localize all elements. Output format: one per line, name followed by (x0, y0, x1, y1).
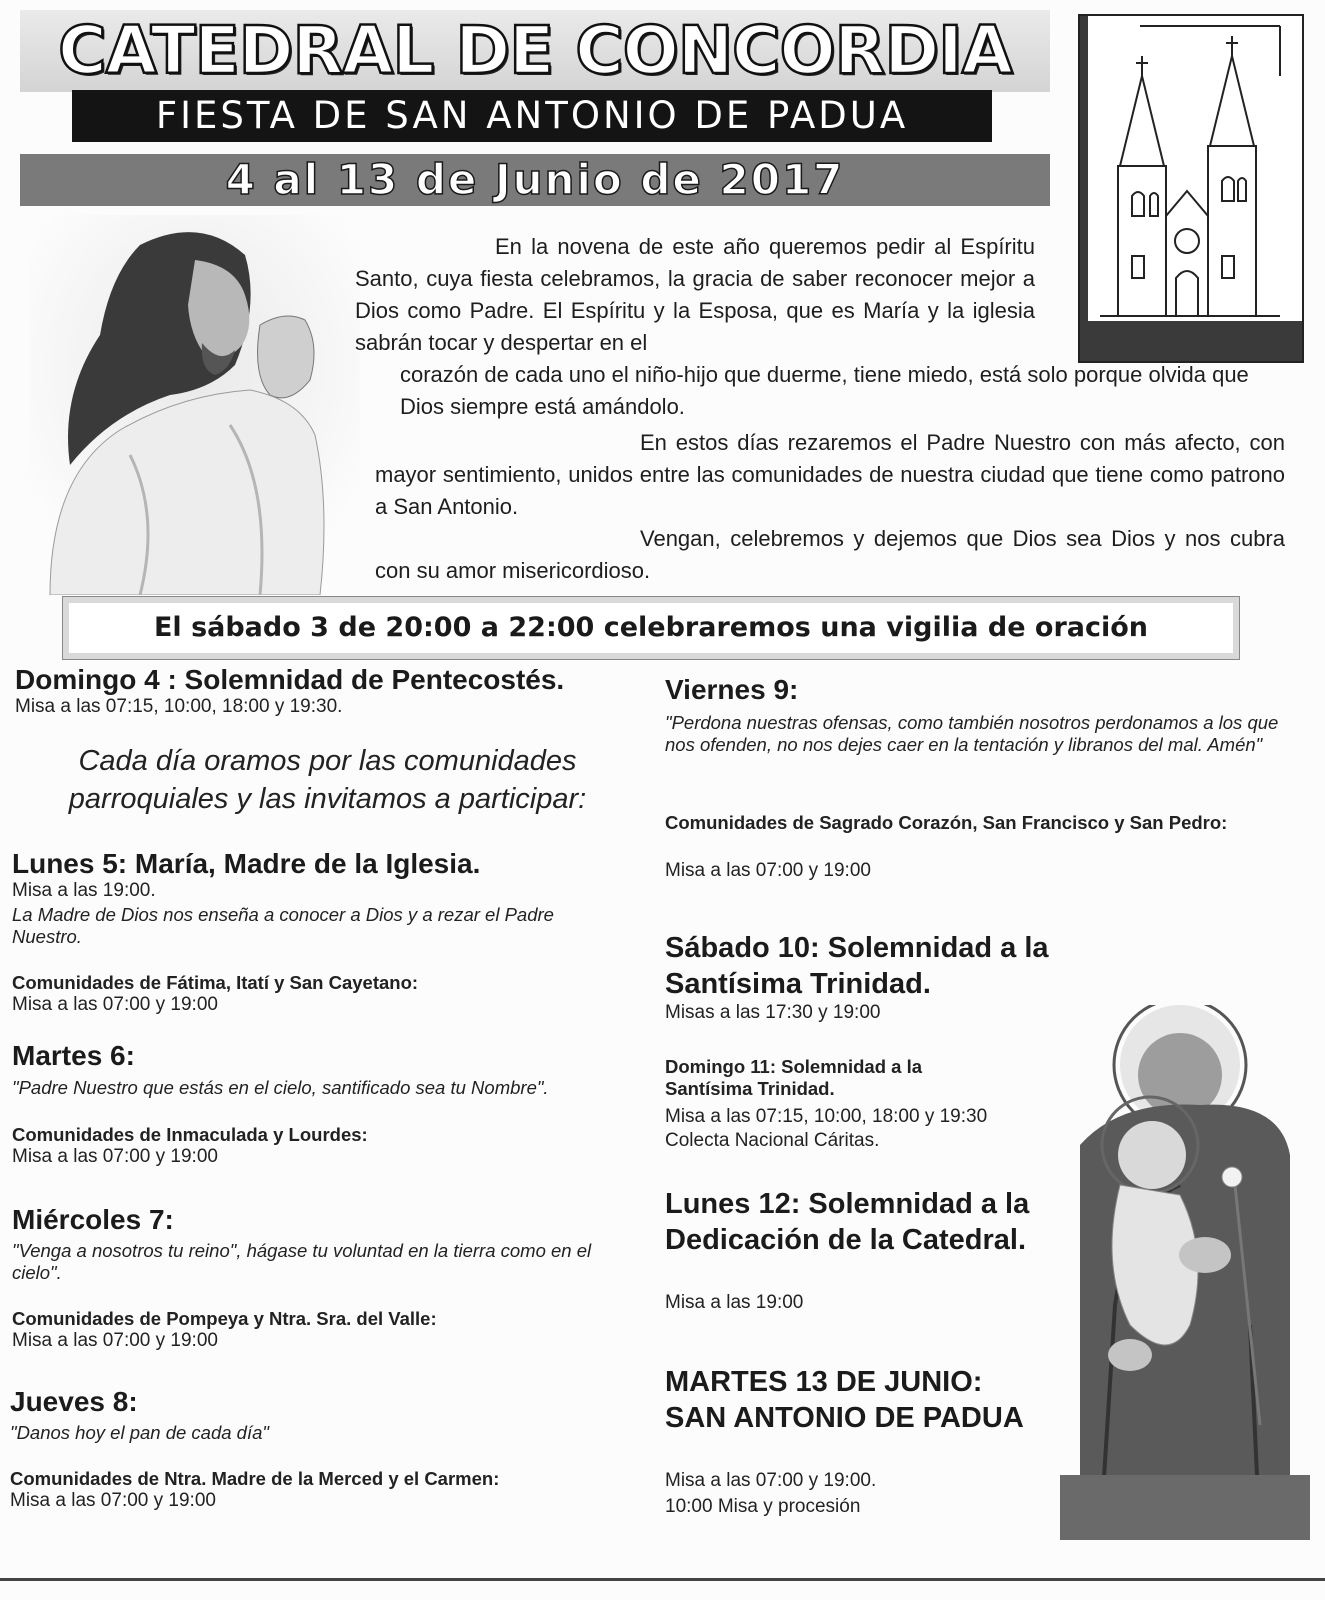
intro-paragraph-2: En estos días rezaremos el Padre Nuestro con más afecto, con mayor sentimiento, unidos entre las comunidades de nuestra ciudad que tiene como patrono a San Antonio. (375, 430, 1285, 519)
vigil-banner (62, 596, 1240, 660)
intro-paragraph-1: En la novena de este año queremos pedir al Espíritu Santo, cuya fiesta celebramos, la gracia de saber reconocer mejor a Dios como Padre. El Espíritu y la Esposa, que es María y la iglesia sabrán tocar y despertar en el (355, 234, 1035, 355)
viernes9-quote: "Perdona nuestras ofensas, como también nosotros perdonamos a los que nos ofenden, no nos dejes caer en la tentación y libranos del mal. Amén" (665, 712, 1279, 755)
martes6-communities: Comunidades de Inmaculada y Lourdes: (12, 1124, 368, 1145)
domingo11-title: Domingo 11: Solemnidad a la Santísima Trinidad. (665, 1056, 922, 1099)
san-antonio-illustration (1060, 1005, 1310, 1540)
cathedral-illustration (1078, 14, 1304, 363)
domingo11-mass: Misa a las 07:15, 10:00, 18:00 y 19:30 (665, 1106, 988, 1127)
sabado10-title: Sábado 10: Solemnidad a la Santísima Trinidad. (665, 932, 1049, 1000)
martes6-quote: "Padre Nuestro que estás en el cielo, santificado sea tu Nombre". (12, 1077, 549, 1098)
viernes9-communities: Comunidades de Sagrado Corazón, San Francisco y San Pedro: (665, 812, 1228, 833)
miercoles7-title: Miércoles 7: (12, 1204, 174, 1235)
main-title-text: CATEDRAL DE CONCORDIA (58, 12, 1012, 89)
viernes9-title: Viernes 9: (665, 674, 799, 705)
martes6-mass: Misa a las 07:00 y 19:00 (12, 1146, 218, 1167)
miercoles7-mass: Misa a las 07:00 y 19:00 (12, 1330, 218, 1351)
jueves8-mass: Misa a las 07:00 y 19:00 (10, 1490, 216, 1511)
lunes5-title: Lunes 5: María, Madre de la Iglesia. (12, 848, 481, 879)
martes13-procession: 10:00 Misa y procesión (665, 1496, 861, 1517)
miercoles7-quote: "Venga a nosotros tu reino", hágase tu voluntad en la tierra como en el cielo". (12, 1240, 592, 1283)
lunes12-title: Lunes 12: Solemnidad a la Dedicación de la Catedral. (665, 1188, 1030, 1256)
sabado10-mass: Misas a las 17:30 y 19:00 (665, 1002, 881, 1023)
lunes12-mass: Misa a las 19:00 (665, 1292, 804, 1313)
lunes5-mass: Misa a las 19:00. (12, 880, 156, 901)
invite-text: Cada día oramos por las comunidades parroquiales y las invitamos a participar: (68, 745, 587, 815)
vigil-text: El sábado 3 de 20:00 a 22:00 celebraremos una vigilia de oración (69, 603, 1233, 653)
domingo4-title: Domingo 4 : Solemnidad de Pentecostés. (15, 664, 565, 695)
viernes9-mass: Misa a las 07:00 y 19:00 (665, 860, 871, 881)
miercoles7-communities: Comunidades de Pompeya y Ntra. Sra. del Valle: (12, 1308, 437, 1329)
intro-paragraph-1b: corazón de cada uno el niño-hijo que duerme, tiene miedo, está solo porque olvida que Dios siempre está amándolo. (400, 362, 1249, 419)
lunes5-mass2: Misa a las 07:00 y 19:00 (12, 994, 218, 1015)
main-title (20, 10, 1050, 92)
lunes5-quote: La Madre de Dios nos enseña a conocer a Dios y a rezar el Padre Nuestro. (12, 904, 554, 947)
bottom-divider (0, 1578, 1325, 1581)
domingo4-mass: Misa a las 07:15, 10:00, 18:00 y 19:30. (15, 696, 343, 717)
subtitle-banner: FIESTA DE SAN ANTONIO DE PADUA (72, 90, 992, 142)
cathedral-icon (1080, 16, 1302, 361)
praying-jesus-illustration (30, 215, 360, 595)
dates-text: 4 al 13 de Junio de 2017 (225, 155, 845, 204)
martes13-mass: Misa a las 07:00 y 19:00. (665, 1470, 877, 1491)
martes13-title: MARTES 13 DE JUNIO: SAN ANTONIO DE PADUA (665, 1366, 1024, 1434)
domingo11-note: Colecta Nacional Cáritas. (665, 1130, 880, 1151)
jueves8-quote: "Danos hoy el pan de cada día" (10, 1422, 269, 1443)
jueves8-title: Jueves 8: (10, 1386, 138, 1417)
martes6-title: Martes 6: (12, 1040, 135, 1071)
jueves8-communities: Comunidades de Ntra. Madre de la Merced y el Carmen: (10, 1468, 500, 1489)
intro-paragraph-3: Vengan, celebremos y dejemos que Dios sea Dios y nos cubra con su amor misericordioso. (375, 526, 1285, 583)
lunes5-communities: Comunidades de Fátima, Itatí y San Cayetano: (12, 972, 419, 993)
dates-banner (20, 154, 1050, 206)
